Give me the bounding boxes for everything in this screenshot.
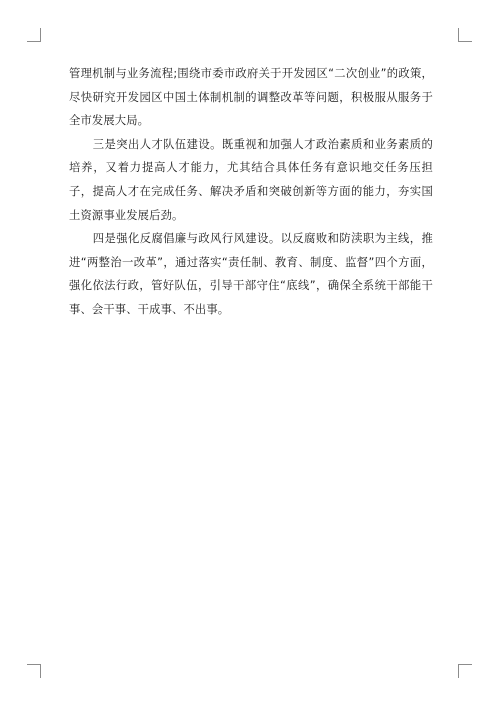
crop-mark-top-left xyxy=(27,28,41,42)
paragraph-continuation: 管理机制与业务流程;围绕市委市政府关于开发园区“二次创业”的政策，尽快研究开发园区中国土体制机制的调整改革等问题，积极服从服务于全市发展大局。 xyxy=(69,67,433,128)
crop-mark-top-right xyxy=(458,28,472,42)
crop-mark-bottom-right xyxy=(458,664,472,678)
body-text xyxy=(69,62,433,322)
paragraph-talent-team: 三是突出人才队伍建设。既重视和加强人才政治素质和业务素质的培养，又着力提高人才能力，尤其结合具体任务有意识地交任务压担子，提高人才在完成任务、解决矛盾和突破创新等方面的能力，夯实国土资源事业发展后劲。 xyxy=(69,137,433,222)
paragraph-anti-corruption: 四是强化反腐倡廉与政风行风建设。以反腐败和防渎职为主线，推进“两整治一改革”，通过落实“责任制、教育、制度、监督”四个方面，强化依法行政，管好队伍，引导干部守住“底线”，确保全系统干部能干事、会干事、干成事、不出事。 xyxy=(69,232,433,316)
crop-mark-bottom-left xyxy=(27,664,41,678)
